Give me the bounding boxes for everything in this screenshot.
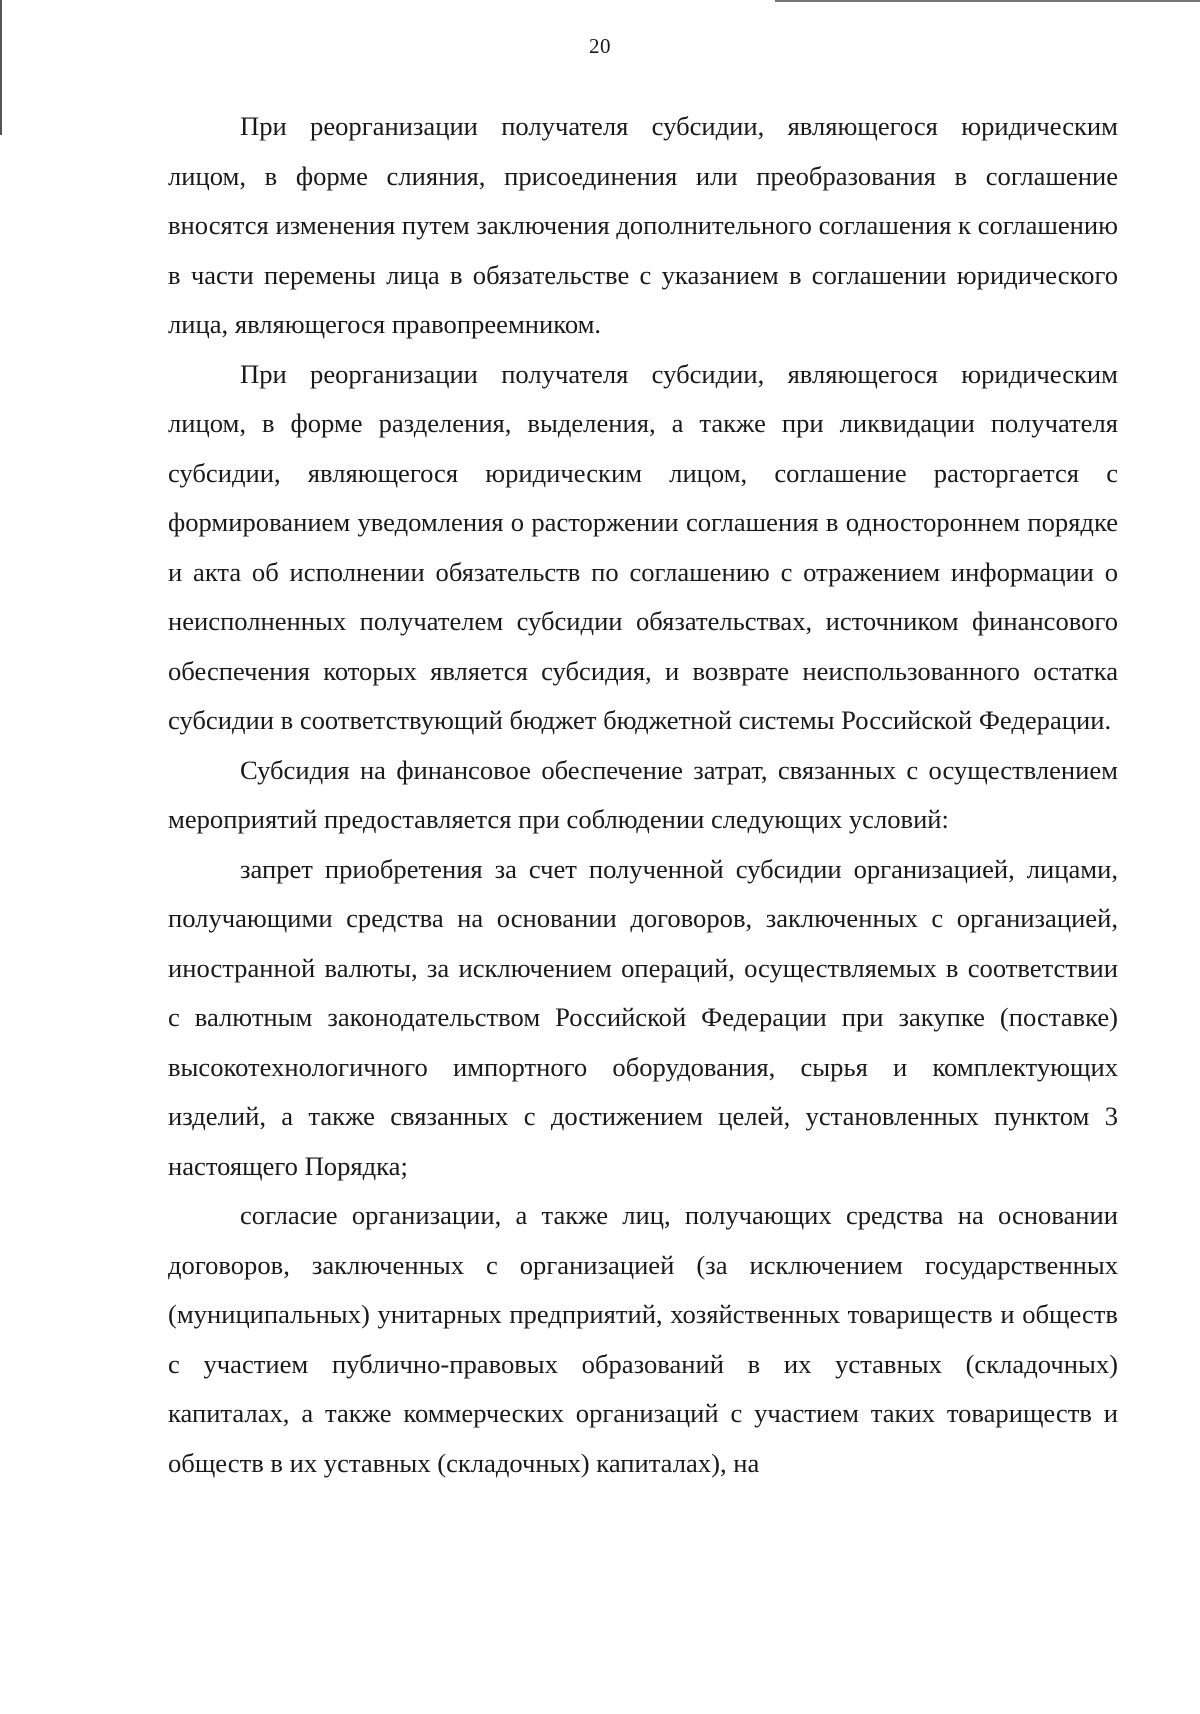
page-number: 20 xyxy=(589,34,611,58)
document-body xyxy=(168,102,1118,1488)
scan-edge-line-top xyxy=(775,0,1200,2)
paragraph-currency-prohibition: запрет приобретения за счет полученной субсидии организацией, лицами, получающими средства на основании договоров, заключенных с организацией, иностранной валюты, за исключением операций, осуществляемых в соответствии с валютным законодательством Российской Федерации при закупке (поставке) высокотехнологичного импортного оборудования, сырья и комплектующих изделий, а также связанных с достижением целей, установленных пунктом 3 настоящего Порядка; xyxy=(168,853,1118,1181)
paragraph-reorganization-division: При реорганизации получателя субсидии, являющегося юридическим лицом, в форме разделения, выделения, а также при ликвидации получателя субсидии, являющегося юридическим лицом, соглашение расторгается с формированием уведомления о расторжении соглашения в одностороннем порядке и акта об исполнении обязательств по соглашению с отражением информации о неисполненных получателем субсидии обязательствах, источником финансового обеспечения которых является субсидия, и возврате неиспользованного остатка субсидии в соответствующий бюджет бюджетной системы Российской Федерации. xyxy=(168,358,1118,735)
paragraph-subsidy-conditions: Субсидия на финансовое обеспечение затрат, связанных с осуществлением мероприятий предоставляется при соблюдении следующих условий: xyxy=(168,754,1118,834)
paragraph-organization-consent: согласие организации, а также лиц, получающих средства на основании договоров, заключенных с организацией (за исключением государственных (муниципальных) унитарных предприятий, хозяйственных товариществ и обществ с участием публично-правовых образований в их уставных (складочных) капиталах, а также коммерческих организаций с участием таких товариществ и обществ в их уставных (складочных) капиталах), на xyxy=(168,1200,1118,1478)
paragraph-reorganization-merger: При реорганизации получателя субсидии, являющегося юридическим лицом, в форме слияния, присоединения или преобразования в соглашение вносятся изменения путем заключения дополнительного соглашения к соглашению в части перемены лица в обязательстве с указанием в соглашении юридического лица, являющегося правопреемником. xyxy=(168,111,1118,339)
scan-edge-line-left xyxy=(0,0,2,135)
